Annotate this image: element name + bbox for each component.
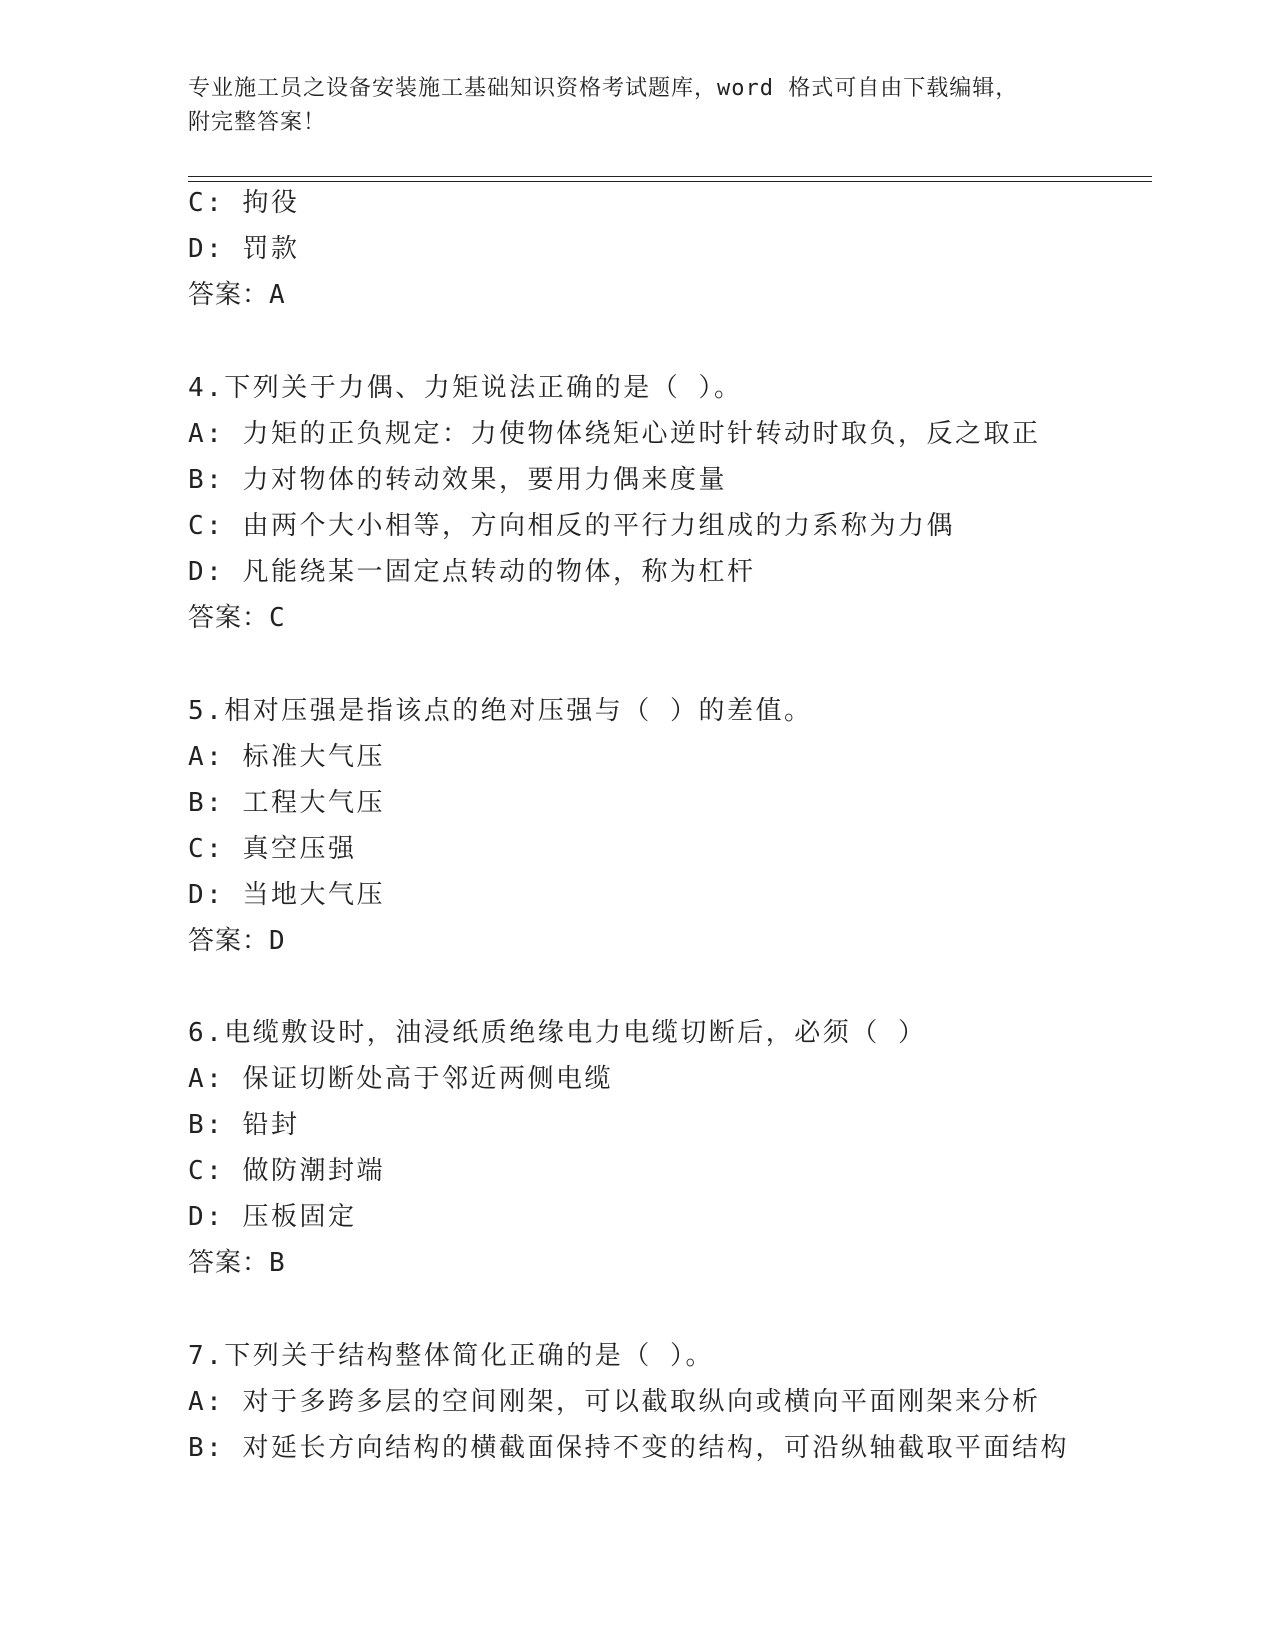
option-line: C: 由两个大小相等，方向相反的平行力组成的力系称为力偶 [188,511,955,541]
option-line: A: 力矩的正负规定：力使物体绕矩心逆时针转动时取负，反之取正 [188,419,1041,449]
document-header [188,72,1068,140]
header-divider-top [188,176,1152,177]
option-line: B: 工程大气压 [188,788,385,818]
question-stem: 7.下列关于结构整体简化正确的是（ ）。 [188,1341,714,1371]
question-stem: 6.电缆敷设时，油浸纸质绝缘电力电缆切断后，必须（ ） [188,1018,927,1048]
option-line: B: 对延长方向结构的横截面保持不变的结构，可沿纵轴截取平面结构 [188,1433,1069,1463]
answer-line [188,601,286,635]
header-divider-bottom [188,181,1152,182]
answer-label: 答案： [188,603,270,633]
option-line: D: 当地大气压 [188,880,385,910]
option-line: D: 罚款 [188,234,300,264]
option-line: C: 做防潮封端 [188,1156,385,1186]
option-line: B: 力对物体的转动效果，要用力偶来度量 [188,465,727,495]
option-line: C: 真空压强 [188,834,357,864]
header-line-2: 附完整答案！ [188,110,327,135]
question-stem: 4.下列关于力偶、力矩说法正确的是（ ）。 [188,373,743,403]
option-line: C: 拘役 [188,188,300,218]
answer-label: 答案： [188,1248,270,1278]
answer-letter: D [269,926,286,956]
option-line: D: 压板固定 [188,1202,357,1232]
header-line-1: 专业施工员之设备安装施工基础知识资格考试题库，word 格式可自由下载编辑， [188,76,1019,101]
answer-letter: B [269,1248,286,1278]
answer-label: 答案： [188,280,270,310]
answer-line [188,1246,286,1280]
answer-label: 答案： [188,926,270,956]
answer-line [188,924,286,958]
answer-line [188,278,286,312]
option-line: A: 对于多跨多层的空间刚架，可以截取纵向或横向平面刚架来分析 [188,1387,1041,1417]
option-line: B: 铅封 [188,1110,300,1140]
question-stem: 5.相对压强是指该点的绝对压强与（ ）的差值。 [188,696,813,726]
option-line: A: 保证切断处高于邻近两侧电缆 [188,1064,613,1094]
answer-letter: A [269,280,286,310]
option-line: D: 凡能绕某一固定点转动的物体，称为杠杆 [188,557,756,587]
answer-letter: C [269,603,286,633]
option-line: A: 标准大气压 [188,742,385,772]
